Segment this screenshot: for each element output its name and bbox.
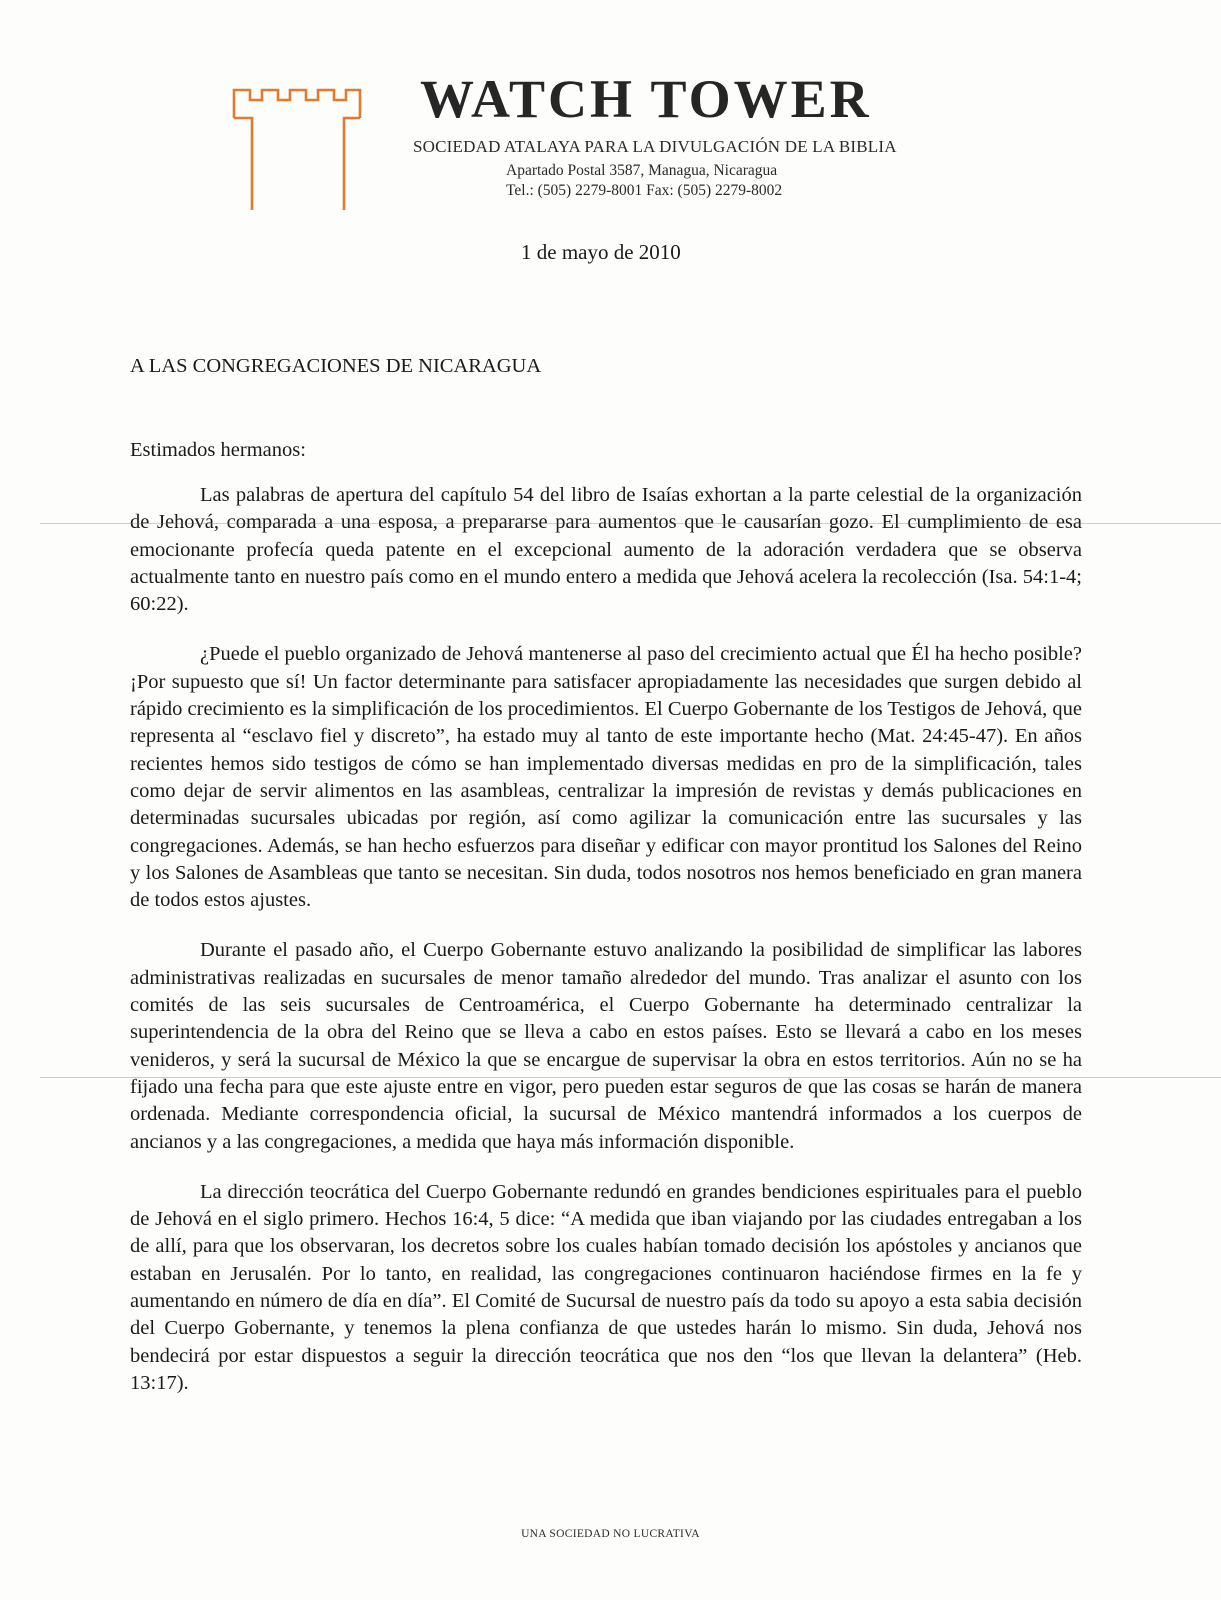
tower-icon xyxy=(232,86,364,218)
letter-date: 1 de mayo de 2010 xyxy=(521,240,681,264)
scan-fold-line xyxy=(40,523,1221,524)
letter-body xyxy=(130,482,1082,1420)
paragraph: La dirección teocrática del Cuerpo Gobernante redundó en grandes bendiciones espirituales para el pueblo de Jehová en el siglo primero. Hechos 16:4, 5 dice: “A medida que iban viajando por las ciudades entregaban a los de allí, para que los observaran, los decretos sobre los cuales habían tomado decisión los apóstoles y ancianos que estaban en Jerusalén. Por lo tanto, en realidad, las congregaciones continuaron haciéndose firmes en la fe y aumentando en número de día en día”. El Comité de Sucursal de nuestro país da todo su apoyo a esta sabia decisión del Cuerpo Gobernante, y tenemos la plena confianza de que ustedes harán lo mismo. Sin duda, Jehová nos bendecirá por estar dispuestos a seguir la dirección teocrática que nos den “los que llevan la delantera” (Heb. 13:17). xyxy=(130,1180,1082,1394)
letter-salutation: Estimados hermanos: xyxy=(130,439,306,461)
letter-addressee: A LAS CONGREGACIONES DE NICARAGUA xyxy=(130,355,542,377)
letterhead-phones: Tel.: (505) 2279-8001 Fax: (505) 2279-8002 xyxy=(506,182,783,199)
letterhead-brand: WATCH TOWER xyxy=(420,69,872,129)
letter-footer: UNA SOCIEDAD NO LUCRATIVA xyxy=(521,1528,700,1540)
paragraph: Las palabras de apertura del capítulo 54 del libro de Isaías exhortan a la parte celestial de la organización de Jehová, comparada a una esposa, a prepararse para aumentos que le causarían gozo. El cumplimiento de esa emocionante profecía queda patente en el excepcional aumento de la adoración verdadera que se observa actualmente tanto en nuestro país como en el mundo entero a medida que Jehová acelera la recolección (Isa. 54:1-4; 60:22). xyxy=(130,484,1082,616)
scan-fold-line xyxy=(40,1077,1221,1078)
paragraph: ¿Puede el pueblo organizado de Jehová mantenerse al paso del crecimiento actual que Él ha hecho posible? ¡Por supuesto que sí! Un factor determinante para satisfacer apropiadamente las necesidades que surgen debido al rápido crecimiento es la simplificación de los procedimientos. El Cuerpo Gobernante de los Testigos de Jehová, que representa al “esclavo fiel y discreto”, ha estado muy al tanto de este importante hecho (Mat. 24:45-47). En años recientes hemos sido testigos de cómo se han implementado diversas medidas en pro de la simplificación, tales como dejar de servir alimentos en las asambleas, centralizar la impresión de revistas y demás publicaciones en determinadas sucursales ubicadas por región, así como agilizar la comunicación entre las sucursales y las congregaciones. Además, se han hecho esfuerzos para diseñar y edificar con mayor prontitud los Salones del Reino y los Salones de Asambleas que tanto se necesitan. Sin duda, todos nosotros nos hemos beneficiado en gran manera de todos estos ajustes. xyxy=(130,643,1082,912)
letterhead-society: SOCIEDAD ATALAYA PARA LA DIVULGACIÓN DE LA BIBLIA xyxy=(413,137,897,156)
letterhead-address: Apartado Postal 3587, Managua, Nicaragua xyxy=(506,162,778,179)
paragraph: Durante el pasado año, el Cuerpo Gobernante estuvo analizando la posibilidad de simplificar las labores administrativas realizadas en sucursales de menor tamaño alrededor del mundo. Tras analizar el asunto con los comités de las seis sucursales de Centroamérica, el Cuerpo Gobernante ha determinado centralizar la superintendencia de la obra del Reino que se lleva a cabo en estos países. Esto se llevará a cabo en los meses venideros, y será la sucursal de México la que se encargue de supervisar la obra en estos territorios. Aún no se ha fijado una fecha para que este ajuste entre en vigor, pero pueden estar seguros de que las cosas se harán de manera ordenada. Mediante correspondencia oficial, la sucursal de México mantendrá informados a los cuerpos de ancianos y a las congregaciones, a medida que haya más información disponible. xyxy=(130,939,1082,1153)
